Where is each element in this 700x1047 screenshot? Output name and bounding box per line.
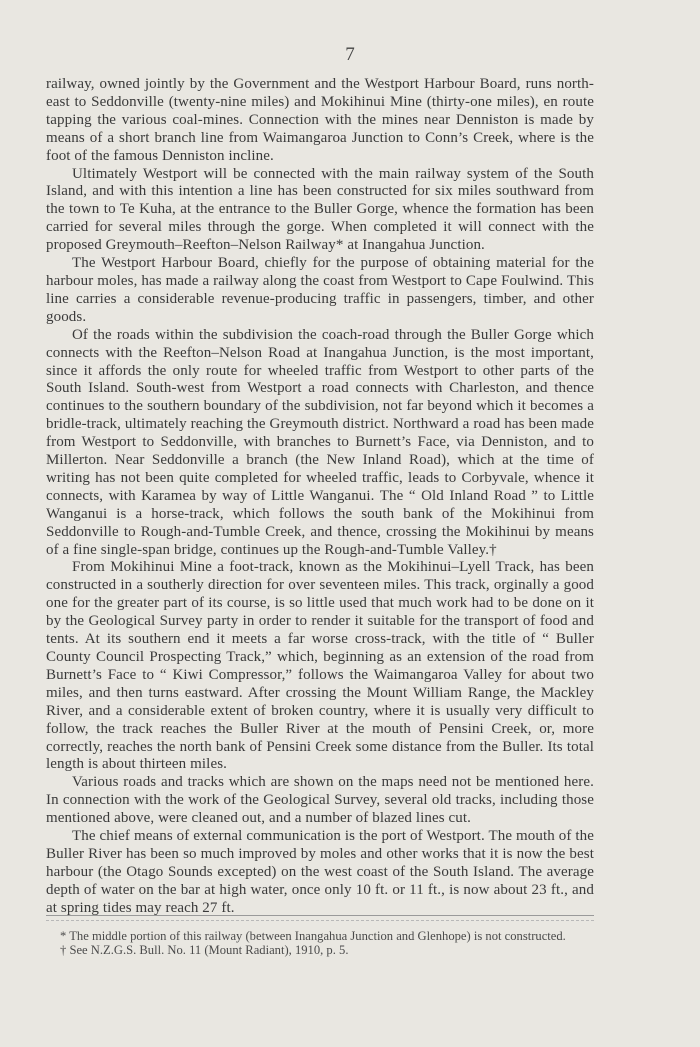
footnotes <box>60 929 590 957</box>
footnote-divider <box>46 915 594 916</box>
footnote-divider-secondary <box>46 920 594 921</box>
footnote-railway: * The middle portion of this railway (between Inangahua Junction and Glenhope) is not constructed. <box>60 929 566 943</box>
page-number: 7 <box>345 44 355 65</box>
paragraph-6: Various roads and tracks which are shown on the maps need not be mentioned here. In connection with the work of the Geological Survey, several old tracks, including those mentioned above, were cleaned out, and a number of blazed lines cut. <box>46 774 594 827</box>
paragraph-7: The chief means of external communication is the port of Westport. The mouth of the Buller River has been so much improved by moles and other works that it is now the best harbour (the Otago Sounds excepted) on the west coast of the South Island. The average depth of water on the bar at high water, once only 10 ft. or 11 ft., is now about 23 ft., and at spring tides may reach 27 ft. <box>46 828 594 916</box>
paragraph-2: Ultimately Westport will be connected with the main railway system of the South Island, and with this intention a line has been constructed for six miles southward from the town to Te Kuha, at the entrance to the Buller Gorge, whence the formation has been carried for several miles through the gorge. When completed it will connect with the proposed Greymouth–Reefton–Nelson Railway* at Inangahua Junction. <box>46 165 594 254</box>
paragraph-3: The Westport Harbour Board, chiefly for the purpose of obtaining material for the harbour moles, has made a railway along the coast from Westport to Cape Foulwind. This line carries a considerable revenue-producing traffic in passengers, timber, and other goods. <box>46 255 594 325</box>
paragraph-4: Of the roads within the subdivision the coach-road through the Buller Gorge which connects with the Reefton–Nelson Road at Inangahua Junction, is the most important, since it affords the only route for wheeled traffic from Westport to other parts of the South Island. South-west from Westport a road connects with Charleston, and thence continues to the southern boundary of the subdivision, not far beyond which it becomes a bridle-track, ultimately reaching the Greymouth district. Northward a road has been made from Westport to Seddonville, with branches to Burnett’s Face, via Denniston, and to Millerton. Near Seddonville a branch (the New Inland Road), which at the time of writing has not been quite completed for wheeled traffic, leads to Corbyvale, whence it connects, with Karamea by way of Little Wanganui. The “ Old Inland Road ” to Little Wanganui is a horse-track, which follows the south bank of the Mokihinui from Seddonville to Rough-and-Tumble Creek, and thence, crossing the Mokihinui by means of a fine single-span bridge, continues up the Rough-and-Tumble Valley.† <box>46 326 594 558</box>
paragraph-5: From Mokihinui Mine a foot-track, known as the Mokihinui–Lyell Track, has been constructed in a southerly direction for over seventeen miles. This track, orginally a good one for the greater part of its course, is so little used that much work had to be done on it by the Geological Survey party in order to render it suitable for the transport of food and tents. At its southern end it meets a far worse cross-track, with the title of “ Buller County Council Prospecting Track,” which, beginning as an extension of the road from Burnett’s Face to “ Kiwi Compressor,” follows the Waimangaroa Valley for about two miles, and then turns eastward. After crossing the Mount William Range, the Mackley River, and a considerable extent of broken country, where it is usually very difficult to follow, the track reaches the Buller River at the mouth of Pensini Creek, or, more correctly, reaches the north bank of Pensini Creek some distance from the Buller. Its total length is about thirteen miles. <box>46 559 594 773</box>
body-text <box>46 76 594 918</box>
footnote-bulletin: † See N.Z.G.S. Bull. No. 11 (Mount Radiant), 1910, p. 5. <box>60 943 349 957</box>
paragraph-1: railway, owned jointly by the Government and the Westport Harbour Board, runs north-east to Seddonville (twenty-nine miles) and Mokihinui Mine (thirty-one miles), en route tapping the various coal-mines. Connection with the mines near Denniston is made by means of a short branch line from Waimangaroa Junction to Conn’s Creek, where is the foot of the famous Denniston incline. <box>46 76 594 164</box>
